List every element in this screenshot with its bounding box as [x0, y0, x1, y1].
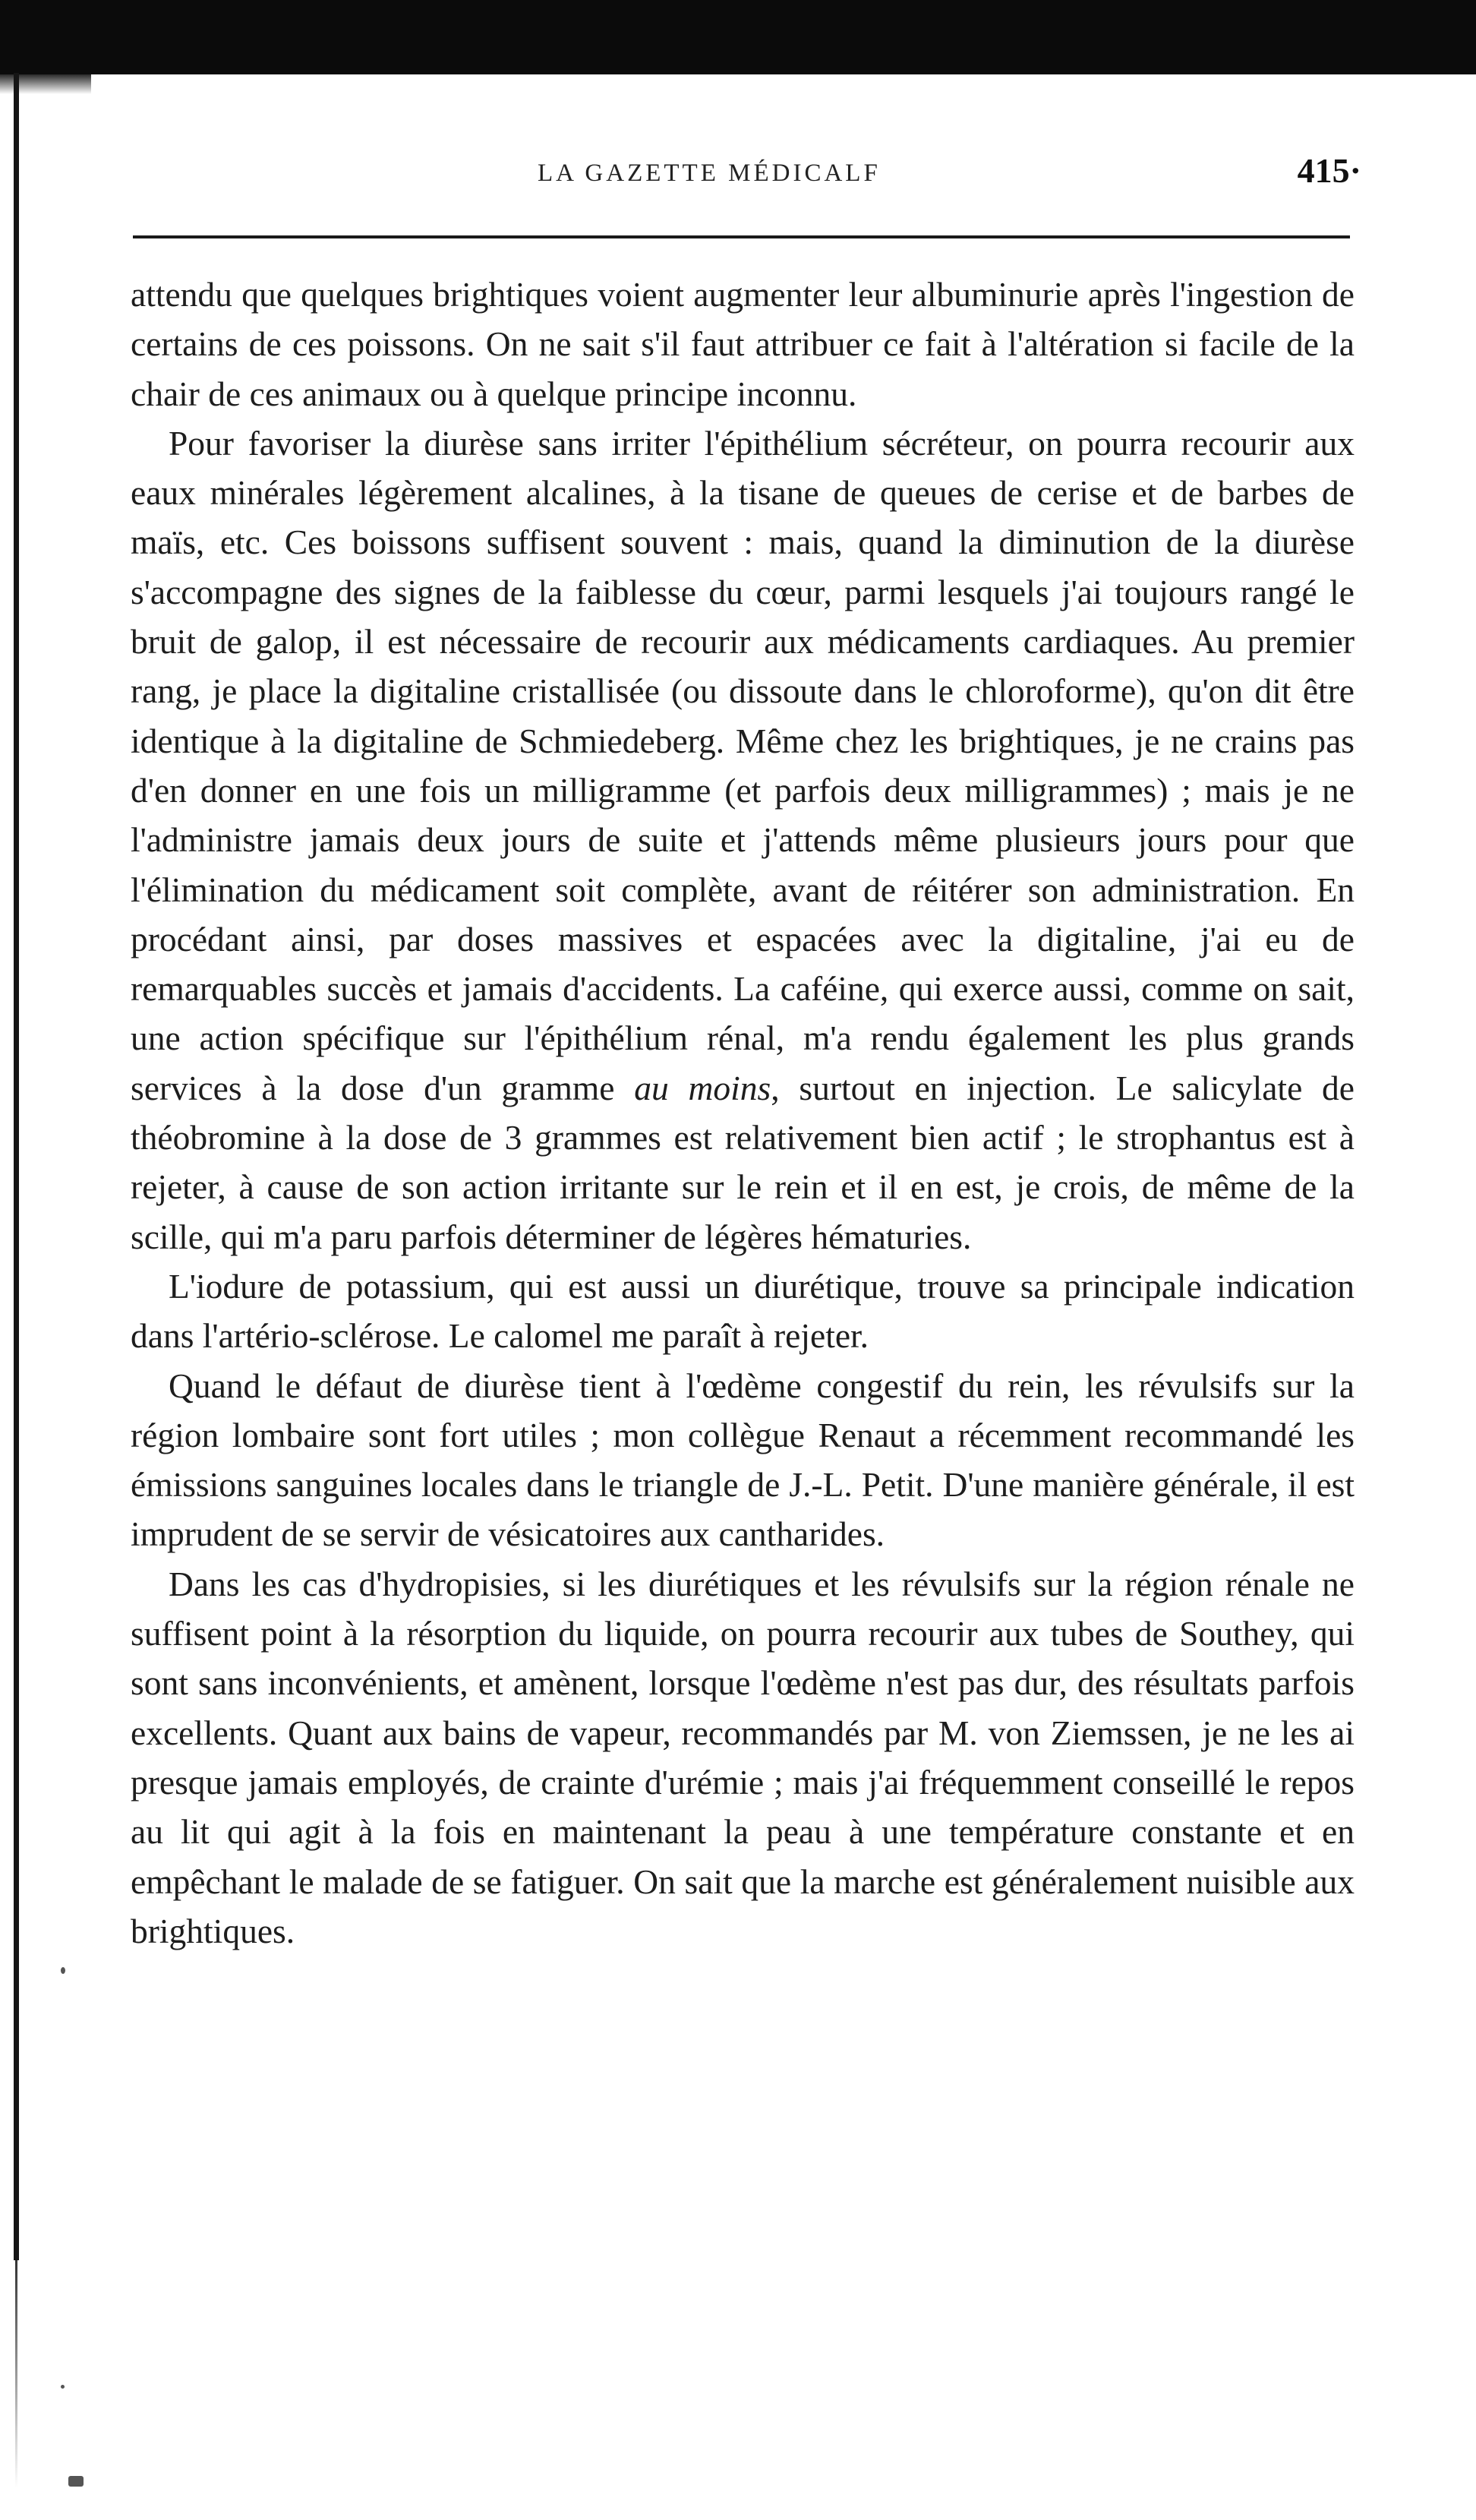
scan-border-left-fade	[15, 2260, 17, 2488]
italic-run: au moins	[634, 1068, 771, 1107]
scan-border-top	[0, 0, 1476, 74]
text-run: Quand le défaut de diurèse tient à l'œdème congestif du rein, les révulsifs sur la région lombaire sont fort utiles ; mon collègue Renaut a récemment recommandé les émissions sanguines locales dans le triangle de J.-L. Petit. D'une manière générale, il est imprudent de se servir de vésicatoires aux cantharides.	[131, 1366, 1355, 1554]
scan-border-left	[14, 73, 19, 2260]
text-run: , surtout en injection. Le salicylate de théobromine à la dose de 3 grammes est relativement bien actif ; le strophantus est à rejeter, à cause de son action irritante sur le rein et il en est, je crois, de même de la scille, qui m'a paru parfois déterminer de légères hématuries.	[131, 1068, 1355, 1256]
header-rule	[133, 235, 1350, 238]
scan-speck	[61, 2385, 65, 2389]
body-text	[131, 270, 1355, 1956]
paragraph-4	[131, 1361, 1355, 1559]
text-run: attendu que quelques brightiques voient augmenter leur albuminurie après l'ingestion de certains de ces poissons. On ne sait s'il faut attribuer ce fait à l'altération si facile de la chair de ces animaux ou à quelque principe inconnu.	[131, 275, 1355, 413]
text-run: Dans les cas d'hydropisies, si les diurétiques et les révulsifs sur la région rénale ne suffisent point à la résorption du liquide, on pourra recourir aux tubes de Southey, qui sont sans inconvénients, et amènent, lorsque l'œdème n'est pas dur, des résultats parfois excellents. Quant aux bains de vapeur, recommandés par M. von Ziemssen, je ne les ai presque jamais employés, de crainte d'urémie ; mais j'ai fréquemment conseillé le repos au lit qui agit à la fois en maintenant la peau à une température constante et en empêchant le malade de se fatiguer. On sait que la marche est généralement nuisible aux brightiques.	[131, 1564, 1355, 1950]
paragraph-1	[131, 270, 1355, 418]
scan-speck	[68, 2476, 84, 2487]
page-header	[128, 150, 1361, 204]
page-number: 415·	[1297, 151, 1361, 190]
paragraph-5	[131, 1559, 1355, 1956]
running-title: LA GAZETTE MÉDICALF	[538, 159, 881, 187]
scan-speck	[61, 1967, 65, 1974]
paragraph-3	[131, 1262, 1355, 1361]
text-run: Pour favoriser la diurèse sans irriter l'épithélium sécréteur, on pourra recourir aux eaux minérales légèrement alcalines, à la tisane de queues de cerise et de barbes de maïs, etc. Ces boissons suffisent souvent : mais, quand la diminution de la diurèse s'accompagne des signes de la faiblesse du cœur, parmi lesquels j'ai toujours rangé le bruit de galop, il est nécessaire de recourir aux médicaments cardiaques. Au premier rang, je place la digitaline cristallisée (ou dissoute dans le chloroforme), qu'on dit être identique à la digitaline de Schmiedeberg. Même chez les brightiques, je ne crains pas d'en donner en une fois un milligramme (et parfois deux milligrammes) ; mais je ne l'administre jamais deux jours de suite et j'attends même plusieurs jours pour que l'élimination du médicament soit complète, avant de réitérer son administration. En procédant ainsi, par doses massives et espacées avec la digitaline, j'ai eu de remarquables succès et jamais d'accidents. La caféine, qui exerce aussi, comme on sait, une action spécifique sur l'épithélium rénal, m'a rendu également les plus grands services à la dose d'un gramme	[131, 423, 1355, 1107]
paragraph-2	[131, 418, 1355, 1262]
text-run: L'iodure de potassium, qui est aussi un diurétique, trouve sa principale indication dans l'artério-sclérose. Le calomel me paraît à rejeter.	[131, 1266, 1355, 1356]
